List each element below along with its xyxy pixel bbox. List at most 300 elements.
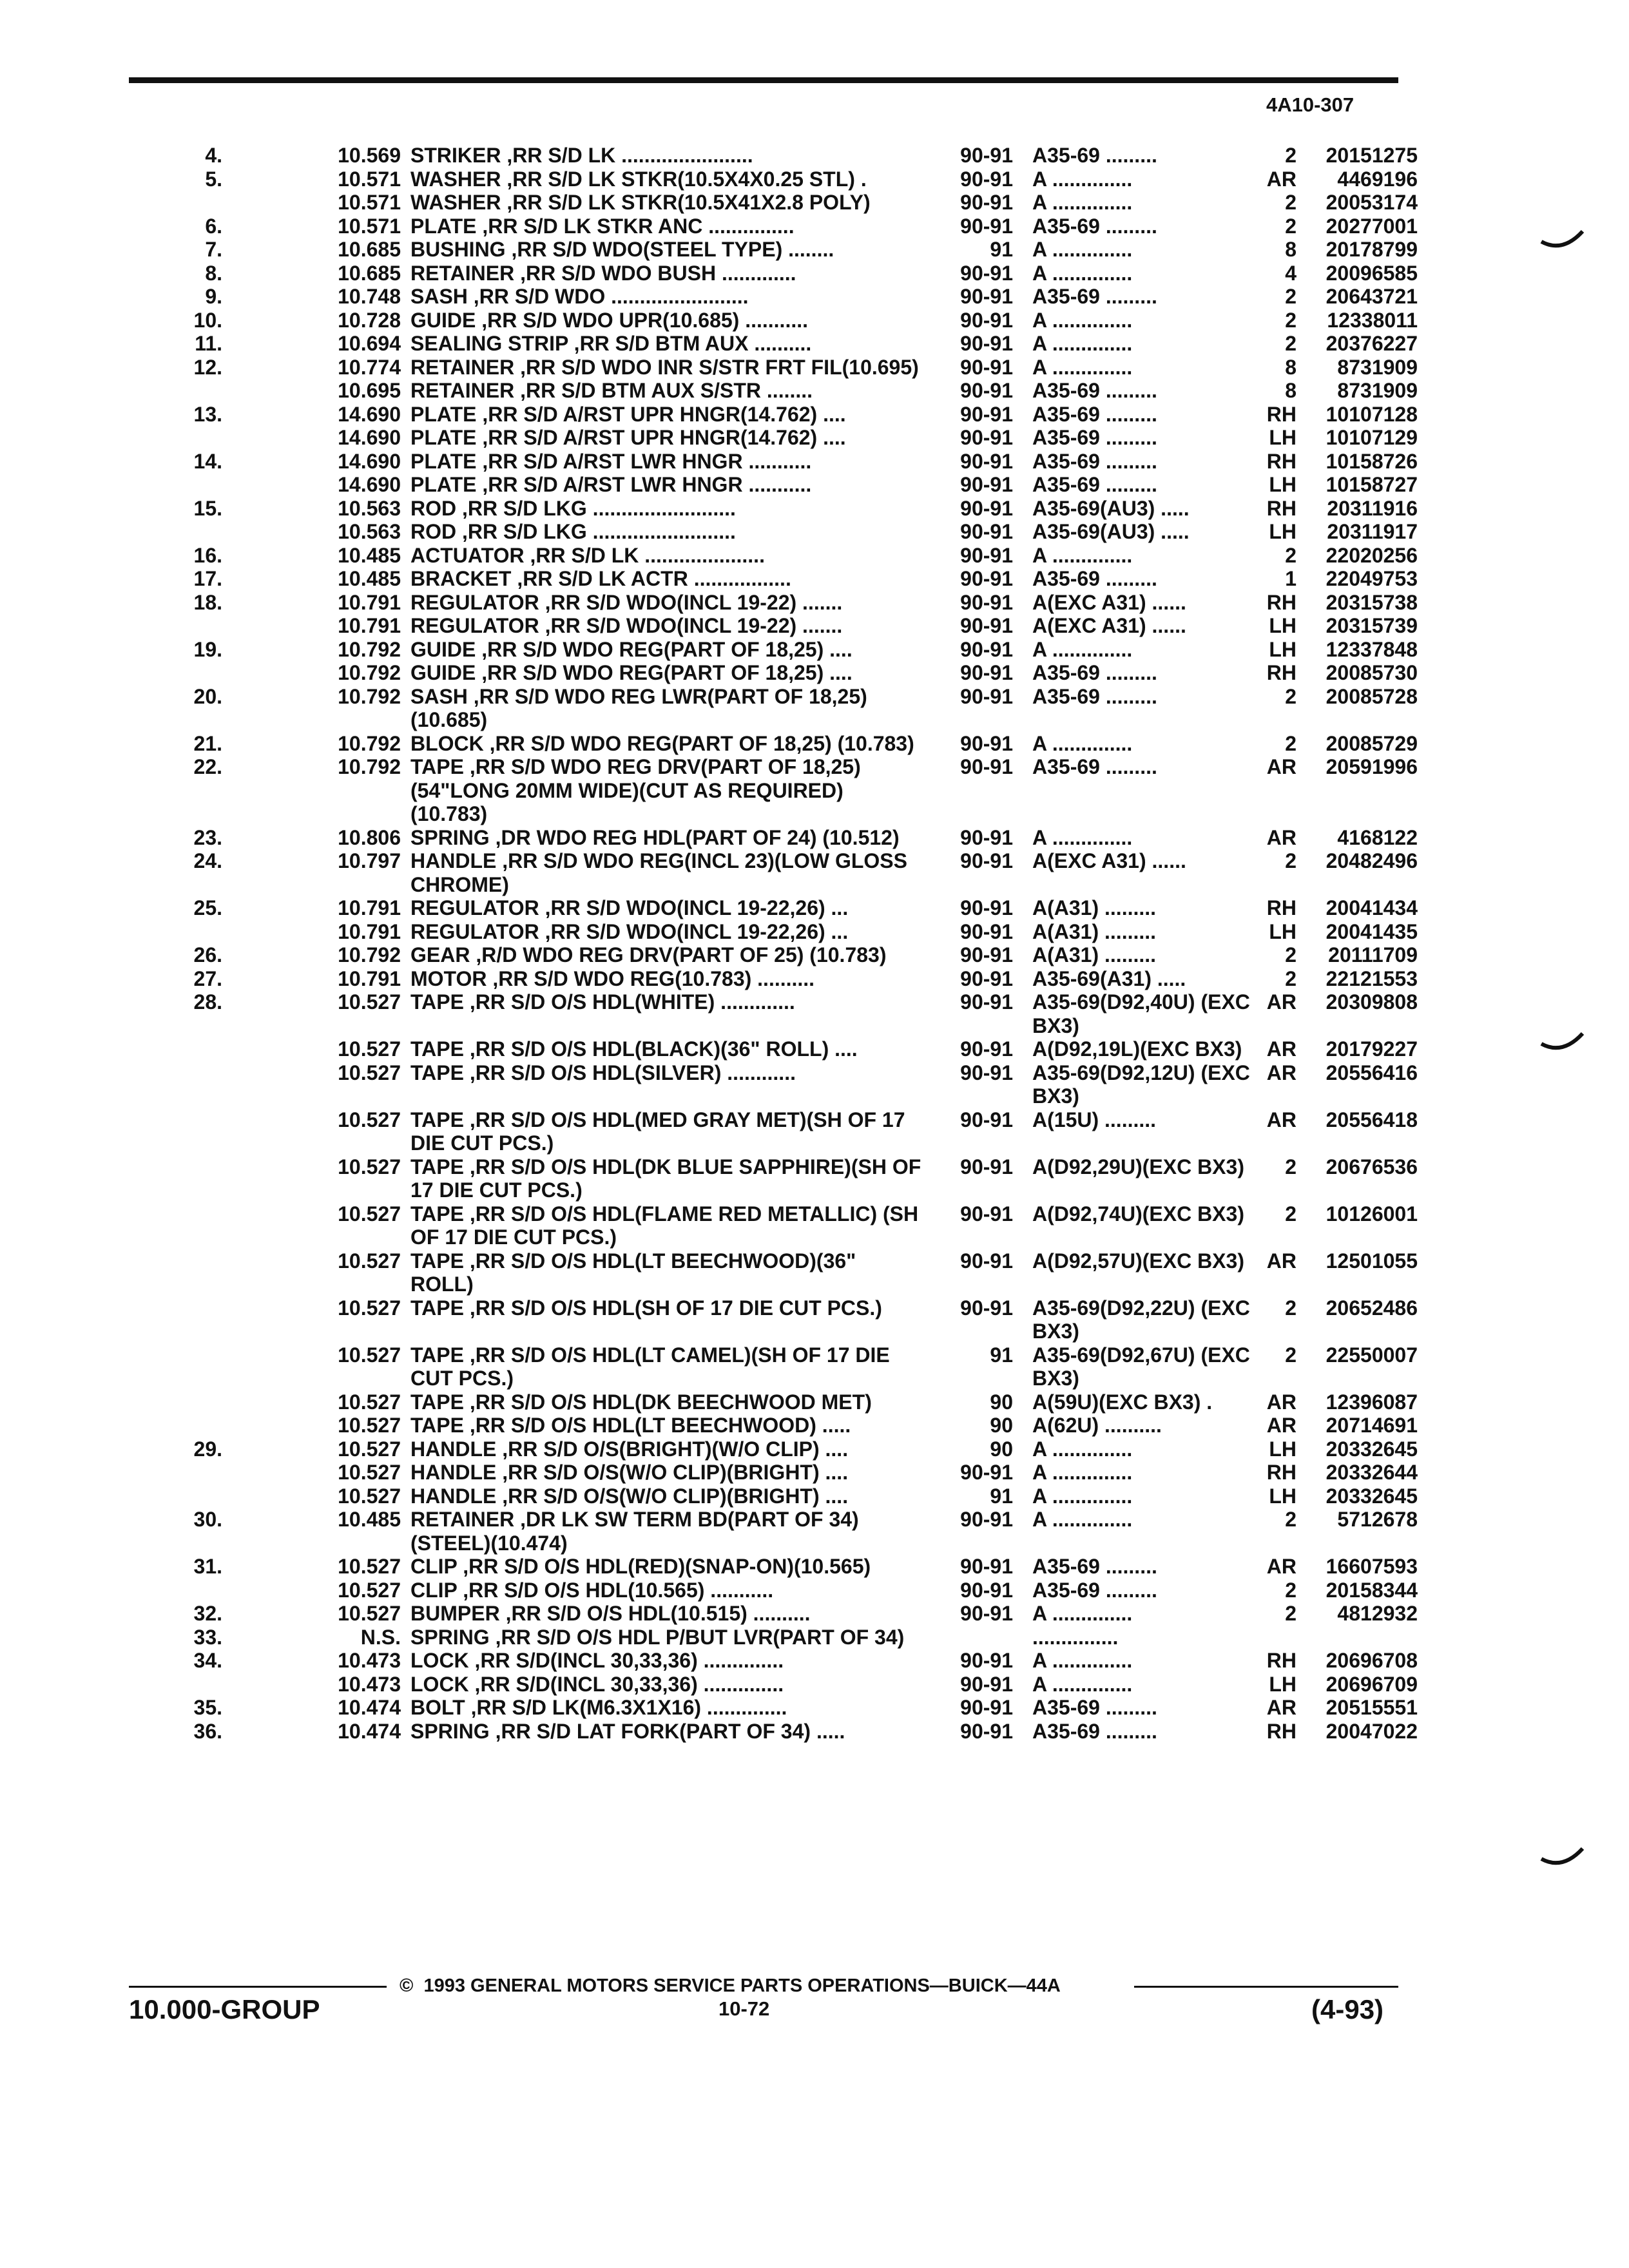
- model-years: 90-91: [960, 567, 1013, 590]
- part-description: GUIDE ,RR S/D WDO REG(PART OF 18,25) ....: [410, 637, 853, 661]
- table-row: [164, 990, 1418, 1037]
- group-number: 10.569: [338, 144, 401, 167]
- table-row: [164, 1649, 1418, 1673]
- table-row: [164, 473, 1418, 497]
- model-applicability: A35-69 .........: [1032, 402, 1157, 426]
- part-number: 20591996: [1325, 755, 1418, 778]
- group-number: 10.791: [338, 966, 401, 990]
- part-number: 20315738: [1325, 590, 1418, 614]
- model-applicability: A35-69 .........: [1032, 567, 1157, 590]
- table-row: [164, 1602, 1418, 1626]
- model-applicability: A(A31) .........: [1032, 943, 1157, 966]
- table-row: [164, 215, 1418, 238]
- quantity: 8: [1285, 355, 1296, 379]
- model-applicability: A35-69 .........: [1032, 755, 1157, 778]
- part-number: 8731909: [1337, 355, 1418, 379]
- part-number: 20179227: [1325, 1037, 1418, 1061]
- model-years: 90-91: [960, 1672, 1013, 1696]
- quantity: 2: [1285, 1296, 1296, 1320]
- ref-number: 23.: [193, 825, 222, 849]
- table-row: [164, 262, 1418, 285]
- model-years: 90-91: [960, 1696, 1013, 1719]
- model-years: 90: [990, 1390, 1013, 1414]
- revision-date: (4-93): [1311, 1994, 1384, 2024]
- model-years: 90-91: [960, 1461, 1013, 1484]
- group-number: 10.527: [338, 1578, 401, 1602]
- group-number: 10.527: [338, 1484, 401, 1508]
- part-description: HANDLE ,RR S/D O/S(W/O CLIP)(BRIGHT) ....: [410, 1461, 849, 1484]
- part-description: TAPE ,RR S/D O/S HDL(DK BEECHWOOD MET): [410, 1390, 872, 1414]
- group-number: 10.473: [338, 1672, 401, 1696]
- part-description: ROD ,RR S/D LKG .........................: [410, 496, 736, 520]
- quantity: LH: [1269, 1484, 1296, 1508]
- part-number: 20041435: [1325, 919, 1418, 943]
- part-description: REGULATOR ,RR S/D WDO(INCL 19-22,26) ...: [410, 896, 849, 919]
- part-description: SASH ,RR S/D WDO REG LWR(PART OF 18,25) (10.685): [410, 684, 867, 731]
- model-applicability: A(EXC A31) ......: [1032, 614, 1186, 637]
- quantity: 2: [1285, 285, 1296, 308]
- part-number: 20556416: [1325, 1061, 1418, 1084]
- part-number: 20311917: [1327, 520, 1418, 543]
- quantity: 2: [1285, 731, 1296, 755]
- quantity: RH: [1266, 496, 1296, 520]
- group-number: 10.571: [338, 167, 401, 191]
- ref-number: 10.: [193, 308, 222, 332]
- model-applicability: A ..............: [1032, 191, 1133, 214]
- model-applicability: A(EXC A31) ......: [1032, 849, 1186, 872]
- model-applicability: A35-69 .........: [1032, 684, 1157, 708]
- group-number: 10.485: [338, 1508, 401, 1531]
- ref-number: 30.: [193, 1508, 222, 1531]
- ref-number: 14.: [193, 449, 222, 473]
- model-applicability: A35-69(D92,67U) (EXC BX3): [1032, 1343, 1250, 1390]
- quantity: RH: [1266, 1719, 1296, 1743]
- model-years: 90-91: [960, 1555, 1013, 1578]
- quantity: LH: [1269, 1672, 1296, 1696]
- table-row: [164, 826, 1418, 850]
- ref-number: 9.: [205, 285, 222, 308]
- group-number: 10.563: [338, 496, 401, 520]
- group-number: 14.690: [338, 449, 401, 473]
- quantity: AR: [1266, 1061, 1296, 1084]
- model-applicability: A35-69 .........: [1032, 1578, 1157, 1602]
- part-description: RETAINER ,RR S/D WDO BUSH .............: [410, 261, 796, 285]
- part-number: 20085730: [1325, 661, 1418, 684]
- quantity: AR: [1266, 1696, 1296, 1719]
- ref-number: 15.: [193, 496, 222, 520]
- part-description: GUIDE ,RR S/D WDO REG(PART OF 18,25) ....: [410, 661, 853, 684]
- part-description: BLOCK ,RR S/D WDO REG(PART OF 18,25) (10.783): [410, 731, 914, 755]
- model-applicability: A ..............: [1032, 332, 1133, 355]
- ref-number: 32.: [193, 1602, 222, 1625]
- table-row: [164, 896, 1418, 920]
- part-description: MOTOR ,RR S/D WDO REG(10.783) ..........: [410, 966, 815, 990]
- quantity: 2: [1285, 214, 1296, 238]
- model-years: 91: [990, 238, 1013, 261]
- table-row: [164, 544, 1418, 568]
- model-applicability: A ..............: [1032, 543, 1133, 567]
- model-applicability: A35-69 .........: [1032, 144, 1157, 167]
- model-years: 90-91: [960, 1249, 1013, 1273]
- ref-number: 26.: [193, 943, 222, 966]
- table-row: [164, 1155, 1418, 1202]
- table-row: [164, 943, 1418, 967]
- ref-number: 36.: [193, 1719, 222, 1743]
- part-number: 20158344: [1325, 1578, 1418, 1602]
- group-number: 10.527: [338, 1249, 401, 1273]
- model-applicability: A35-69 .........: [1032, 661, 1157, 684]
- footer-rule-left: [129, 1986, 387, 1988]
- part-description: GEAR ,R/D WDO REG DRV(PART OF 25) (10.783): [410, 943, 887, 966]
- quantity: 2: [1285, 332, 1296, 355]
- model-applicability: A ..............: [1032, 1461, 1133, 1484]
- group-number: 10.748: [338, 285, 401, 308]
- group-number: 10.797: [338, 849, 401, 872]
- part-description: WASHER ,RR S/D LK STKR(10.5X4X0.25 STL) .: [410, 167, 867, 191]
- ref-number: 25.: [193, 896, 222, 919]
- group-number: 10.474: [338, 1719, 401, 1743]
- group-number: 10.806: [338, 825, 401, 849]
- table-row: [164, 1390, 1418, 1414]
- table-row: [164, 450, 1418, 474]
- table-row: [164, 661, 1418, 685]
- model-applicability: A35-69 .........: [1032, 426, 1157, 449]
- model-years: 90-91: [960, 1202, 1013, 1225]
- table-row: [164, 1202, 1418, 1249]
- table-row: [164, 614, 1418, 638]
- quantity: 2: [1285, 308, 1296, 332]
- model-applicability: A ..............: [1032, 355, 1133, 379]
- group-number: 10.527: [338, 1061, 401, 1084]
- part-number: 10158727: [1325, 473, 1418, 496]
- quantity: 2: [1285, 1602, 1296, 1625]
- model-years: 90-91: [960, 1602, 1013, 1625]
- model-years: 90-91: [960, 144, 1013, 167]
- table-row: [164, 497, 1418, 521]
- model-applicability: A ..............: [1032, 731, 1133, 755]
- part-description: TAPE ,RR S/D O/S HDL(LT BEECHWOOD) .....: [410, 1414, 851, 1437]
- group-number: 14.690: [338, 402, 401, 426]
- part-number: 12396087: [1325, 1390, 1418, 1414]
- part-number: 20714691: [1325, 1414, 1418, 1437]
- part-description: REGULATOR ,RR S/D WDO(INCL 19-22) .......: [410, 590, 843, 614]
- part-description: SPRING ,RR S/D O/S HDL P/BUT LVR(PART OF 34): [410, 1625, 905, 1649]
- group-number: 14.690: [338, 426, 401, 449]
- ref-number: 5.: [205, 167, 222, 191]
- group-number: 10.527: [338, 1037, 401, 1061]
- model-applicability: A(D92,74U)(EXC BX3): [1032, 1202, 1244, 1225]
- part-number: 20085728: [1325, 684, 1418, 708]
- quantity: 2: [1285, 849, 1296, 872]
- part-description: TAPE ,RR S/D O/S HDL(MED GRAY MET)(SH OF 17 DIE CUT PCS.): [410, 1108, 905, 1155]
- model-years: 90-91: [960, 402, 1013, 426]
- group-number: 10.774: [338, 355, 401, 379]
- quantity: 2: [1285, 966, 1296, 990]
- model-applicability: A35-69(AU3) .....: [1032, 520, 1190, 543]
- part-description: SEALING STRIP ,RR S/D BTM AUX ..........: [410, 332, 812, 355]
- ref-number: 29.: [193, 1437, 222, 1461]
- table-row: [164, 755, 1418, 826]
- part-number: 20652486: [1325, 1296, 1418, 1320]
- group-number: 10.527: [338, 990, 401, 1014]
- group-number: 10.527: [338, 1461, 401, 1484]
- table-row: [164, 591, 1418, 615]
- part-description: PLATE ,RR S/D A/RST LWR HNGR ...........: [410, 473, 812, 496]
- model-years: 90: [990, 1414, 1013, 1437]
- part-number: 12337848: [1325, 637, 1418, 661]
- footer-rule-right: [1134, 1986, 1398, 1988]
- quantity: 2: [1285, 144, 1296, 167]
- table-row: [164, 1485, 1418, 1508]
- ref-number: 13.: [193, 402, 222, 426]
- part-description: BRACKET ,RR S/D LK ACTR .................: [410, 567, 791, 590]
- part-description: PLATE ,RR S/D A/RST UPR HNGR(14.762) ....: [410, 426, 846, 449]
- model-years: 90-91: [960, 449, 1013, 473]
- model-years: 90-91: [960, 191, 1013, 214]
- group-number: 10.527: [338, 1155, 401, 1178]
- table-row: [164, 1414, 1418, 1437]
- model-years: 90-91: [960, 825, 1013, 849]
- quantity: AR: [1266, 1108, 1296, 1131]
- quantity: 2: [1285, 1343, 1296, 1367]
- table-row: [164, 1296, 1418, 1343]
- group-number: 10.685: [338, 261, 401, 285]
- model-years: 90-91: [960, 261, 1013, 285]
- ref-number: 7.: [205, 238, 222, 261]
- part-number: 20085729: [1325, 731, 1418, 755]
- model-years: 90-91: [960, 496, 1013, 520]
- part-description: ROD ,RR S/D LKG .........................: [410, 520, 736, 543]
- model-applicability: A(D92,57U)(EXC BX3): [1032, 1249, 1244, 1273]
- quantity: 2: [1285, 1578, 1296, 1602]
- table-row: [164, 1437, 1418, 1461]
- table-row: [164, 309, 1418, 332]
- model-years: 90-91: [960, 543, 1013, 567]
- group-number: 10.571: [338, 191, 401, 214]
- part-number: 10158726: [1325, 449, 1418, 473]
- part-description: STRIKER ,RR S/D LK .......................: [410, 144, 753, 167]
- part-number: 20376227: [1325, 332, 1418, 355]
- model-years: 90-91: [960, 661, 1013, 684]
- model-applicability: A ..............: [1032, 1672, 1133, 1696]
- model-applicability: A35-69 .........: [1032, 379, 1157, 402]
- part-number: 12338011: [1327, 308, 1418, 332]
- model-applicability: A(EXC A31) ......: [1032, 590, 1186, 614]
- table-row: [164, 849, 1418, 896]
- table-row: [164, 1579, 1418, 1602]
- group-number: 10.791: [338, 590, 401, 614]
- table-row: [164, 168, 1418, 191]
- ref-number: 18.: [193, 590, 222, 614]
- part-number: 20696709: [1325, 1672, 1418, 1696]
- part-description: TAPE ,RR S/D O/S HDL(SH OF 17 DIE CUT PCS.): [410, 1296, 882, 1320]
- quantity: RH: [1266, 449, 1296, 473]
- quantity: 8: [1285, 238, 1296, 261]
- part-description: TAPE ,RR S/D WDO REG DRV(PART OF 18,25) (54"LONG 20MM WIDE)(CUT AS REQUIRED) (10.783): [410, 755, 861, 825]
- quantity: 4: [1285, 261, 1296, 285]
- ref-number: 8.: [205, 261, 222, 285]
- table-row: [164, 356, 1418, 380]
- table-row: [164, 732, 1418, 756]
- part-number: 10107128: [1325, 402, 1418, 426]
- model-years: 90-91: [960, 919, 1013, 943]
- model-years: 90-91: [960, 637, 1013, 661]
- model-applicability: A(D92,19L)(EXC BX3): [1032, 1037, 1242, 1061]
- part-description: SASH ,RR S/D WDO ........................: [410, 285, 749, 308]
- quantity: LH: [1269, 426, 1296, 449]
- group-number: 10.792: [338, 661, 401, 684]
- model-years: 90-91: [960, 1061, 1013, 1084]
- ref-number: 35.: [193, 1696, 222, 1719]
- part-description: SPRING ,DR WDO REG HDL(PART OF 24) (10.512): [410, 825, 900, 849]
- model-years: 90-91: [960, 614, 1013, 637]
- part-description: CLIP ,RR S/D O/S HDL(RED)(SNAP-ON)(10.565): [410, 1555, 871, 1578]
- model-applicability: A35-69 .........: [1032, 449, 1157, 473]
- part-description: TAPE ,RR S/D O/S HDL(BLACK)(36" ROLL) ....: [410, 1037, 858, 1061]
- model-applicability: A(A31) .........: [1032, 896, 1157, 919]
- quantity: AR: [1266, 1414, 1296, 1437]
- ref-number: 11.: [195, 332, 222, 355]
- part-number: 22049753: [1325, 567, 1418, 590]
- model-applicability: A35-69 .........: [1032, 1696, 1157, 1719]
- quantity: RH: [1266, 402, 1296, 426]
- group-number: 10.527: [338, 1296, 401, 1320]
- quantity: RH: [1266, 1649, 1296, 1672]
- model-applicability: ...............: [1032, 1625, 1119, 1649]
- group-number: 10.792: [338, 731, 401, 755]
- part-number: 5712678: [1337, 1508, 1418, 1531]
- model-years: 90-91: [960, 943, 1013, 966]
- part-description: HANDLE ,RR S/D O/S(BRIGHT)(W/O CLIP) ....: [410, 1437, 849, 1461]
- table-row: [164, 1249, 1418, 1296]
- part-description: HANDLE ,RR S/D O/S(W/O CLIP)(BRIGHT) ....: [410, 1484, 849, 1508]
- group-number: 10.791: [338, 919, 401, 943]
- table-row: [164, 920, 1418, 944]
- model-years: 90-91: [960, 473, 1013, 496]
- group-number: 10.792: [338, 684, 401, 708]
- quantity: AR: [1266, 1390, 1296, 1414]
- part-description: REGULATOR ,RR S/D WDO(INCL 19-22) .......: [410, 614, 843, 637]
- group-number: 10.527: [338, 1108, 401, 1131]
- model-years: 90-91: [960, 684, 1013, 708]
- table-row: [164, 238, 1418, 262]
- model-applicability: A ..............: [1032, 308, 1133, 332]
- ref-number: 4.: [205, 144, 222, 167]
- part-number: 20047022: [1325, 1719, 1418, 1743]
- part-description: GUIDE ,RR S/D WDO UPR(10.685) ...........: [410, 308, 808, 332]
- part-number: 4469196: [1337, 167, 1418, 191]
- quantity: RH: [1266, 1461, 1296, 1484]
- group-number: 10.792: [338, 637, 401, 661]
- model-applicability: A ..............: [1032, 1437, 1133, 1461]
- quantity: AR: [1266, 755, 1296, 778]
- table-row: [164, 1555, 1418, 1579]
- part-description: WASHER ,RR S/D LK STKR(10.5X41X2.8 POLY): [410, 191, 871, 214]
- table-row: [164, 1037, 1418, 1061]
- model-applicability: A(15U) .........: [1032, 1108, 1157, 1131]
- table-row: [164, 285, 1418, 309]
- group-number: 10.563: [338, 520, 401, 543]
- group-number: 10.485: [338, 567, 401, 590]
- part-description: TAPE ,RR S/D O/S HDL(DK BLUE SAPPHIRE)(SH OF 17 DIE CUT PCS.): [410, 1155, 921, 1202]
- ref-number: 34.: [193, 1649, 222, 1672]
- quantity: AR: [1266, 825, 1296, 849]
- model-years: 90-91: [960, 590, 1013, 614]
- part-number: 20332645: [1325, 1437, 1418, 1461]
- table-row: [164, 403, 1418, 427]
- table-row: [164, 144, 1418, 168]
- ref-number: 19.: [193, 637, 222, 661]
- quantity: AR: [1266, 1037, 1296, 1061]
- quantity: AR: [1266, 1249, 1296, 1273]
- model-years: 90-91: [960, 1037, 1013, 1061]
- quantity: LH: [1269, 473, 1296, 496]
- quantity: 2: [1285, 1155, 1296, 1178]
- table-row: [164, 332, 1418, 356]
- model-years: 90-91: [960, 1578, 1013, 1602]
- table-row: [164, 1343, 1418, 1390]
- page-code: 4A10-307: [1266, 93, 1354, 116]
- part-description: HANDLE ,RR S/D WDO REG(INCL 23)(LOW GLOSS CHROME): [410, 849, 907, 896]
- table-row: [164, 379, 1418, 403]
- model-years: 90-91: [960, 379, 1013, 402]
- part-description: RETAINER ,DR LK SW TERM BD(PART OF 34) (STEEL)(10.474): [410, 1508, 859, 1555]
- model-applicability: A ..............: [1032, 1484, 1133, 1508]
- model-applicability: A35-69(D92,12U) (EXC BX3): [1032, 1061, 1250, 1108]
- model-years: 90-91: [960, 355, 1013, 379]
- model-years: 90-91: [960, 731, 1013, 755]
- part-description: RETAINER ,RR S/D BTM AUX S/STR ........: [410, 379, 813, 402]
- group-number: 10.527: [338, 1602, 401, 1625]
- model-years: 90: [990, 1437, 1013, 1461]
- binding-hole-mark-icon: [1540, 229, 1585, 255]
- table-row: [164, 426, 1418, 450]
- part-number: 20556418: [1325, 1108, 1418, 1131]
- part-number: 20096585: [1325, 261, 1418, 285]
- model-applicability: A35-69 .........: [1032, 214, 1157, 238]
- model-applicability: A(A31) .........: [1032, 919, 1157, 943]
- part-description: RETAINER ,RR S/D WDO INR S/STR FRT FIL(10.695): [410, 355, 919, 379]
- model-applicability: A35-69 .........: [1032, 1719, 1157, 1743]
- part-number: 22121553: [1325, 966, 1418, 990]
- part-number: 20151275: [1325, 144, 1418, 167]
- ref-number: 22.: [193, 755, 222, 778]
- model-years: 90-91: [960, 966, 1013, 990]
- model-years: 90-91: [960, 285, 1013, 308]
- quantity: LH: [1269, 614, 1296, 637]
- binding-hole-mark-icon: [1540, 1031, 1585, 1057]
- part-number: 20515551: [1325, 1696, 1418, 1719]
- table-row: [164, 1696, 1418, 1720]
- model-applicability: A ..............: [1032, 1602, 1133, 1625]
- part-number: 20309808: [1325, 990, 1418, 1014]
- part-number: 20311916: [1327, 496, 1418, 520]
- model-years: 90-91: [960, 1719, 1013, 1743]
- table-row: [164, 1061, 1418, 1108]
- table-row: [164, 967, 1418, 991]
- part-number: 20041434: [1325, 896, 1418, 919]
- part-number: 20053174: [1325, 191, 1418, 214]
- part-description: ACTUATOR ,RR S/D LK .....................: [410, 543, 765, 567]
- model-applicability: A35-69(A31) .....: [1032, 966, 1186, 990]
- model-applicability: A ..............: [1032, 637, 1133, 661]
- ref-number: 16.: [193, 543, 222, 567]
- copyright-notice: © 1993 GENERAL MOTORS SERVICE PARTS OPERATIONS—BUICK—44A: [400, 1975, 1061, 1996]
- quantity: LH: [1269, 520, 1296, 543]
- part-number: 16607593: [1325, 1555, 1418, 1578]
- group-number: 10.695: [338, 379, 401, 402]
- group-number: 10.685: [338, 238, 401, 261]
